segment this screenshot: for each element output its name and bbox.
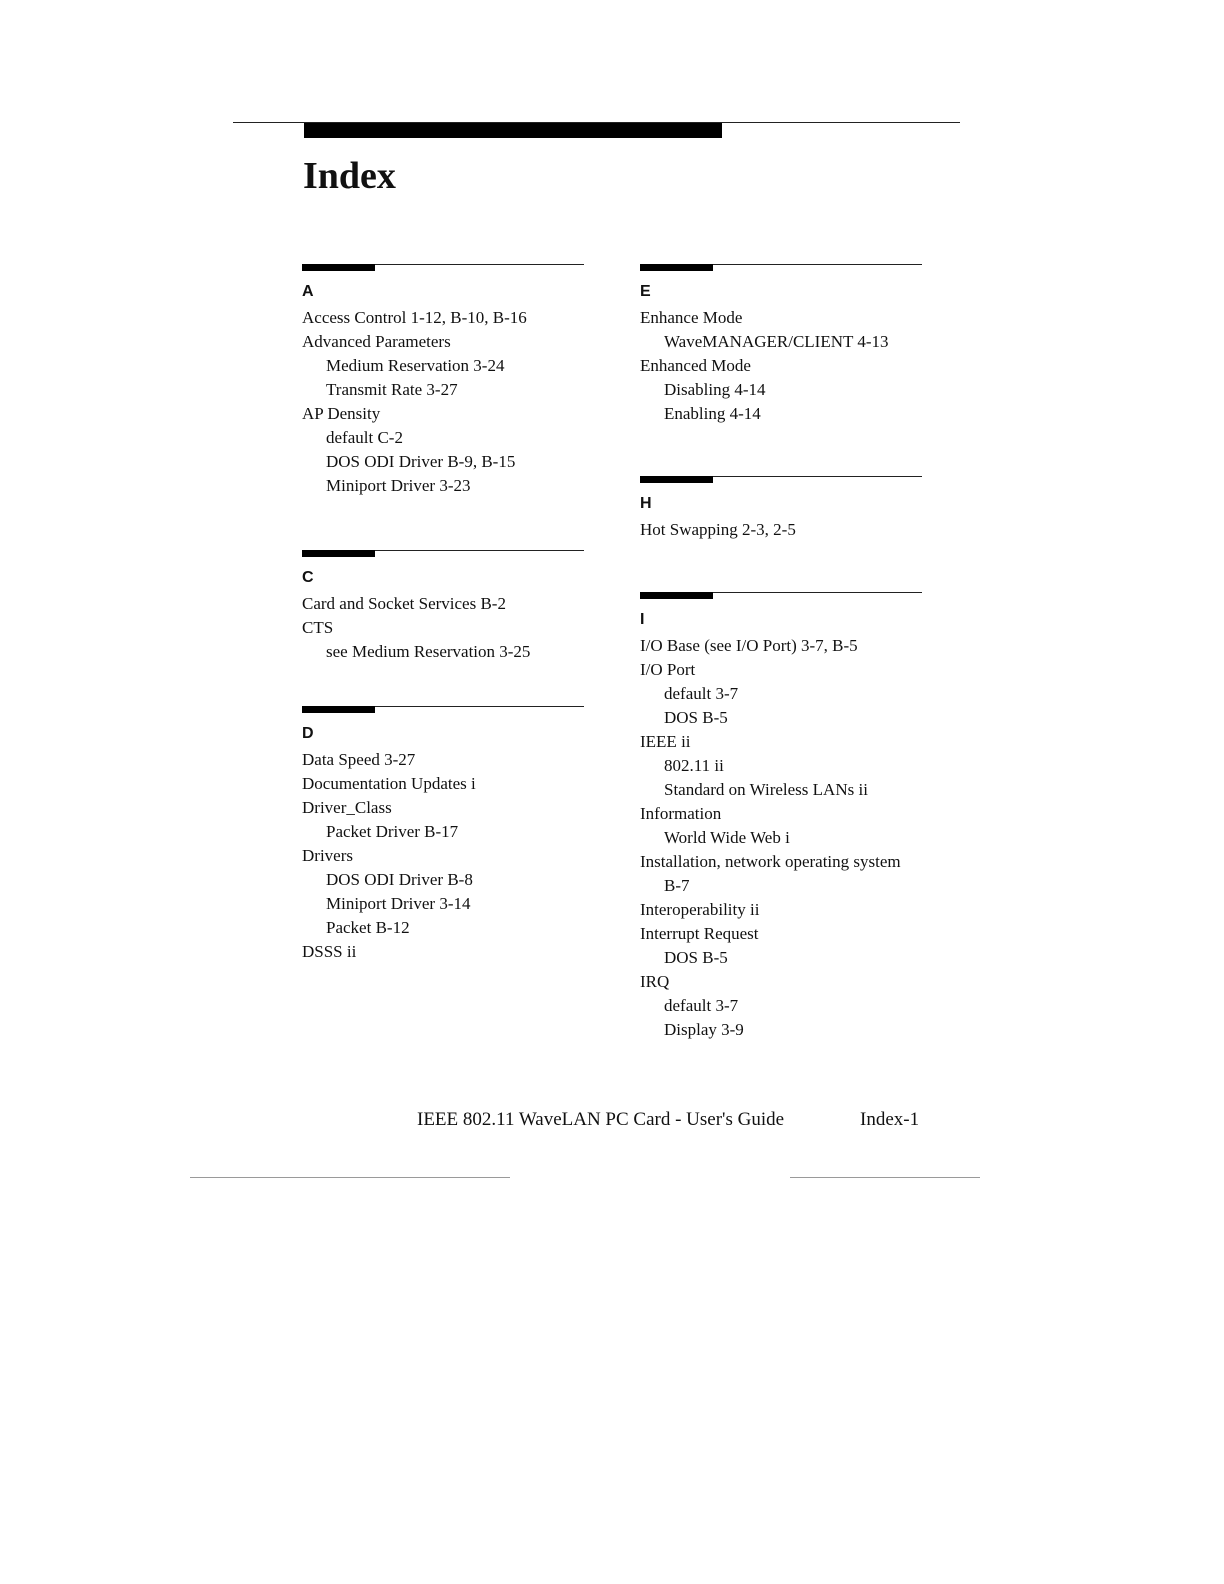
index-entry: Interrupt Request bbox=[640, 924, 759, 943]
index-subentry: Miniport Driver 3-14 bbox=[326, 894, 471, 913]
index-section-d bbox=[302, 702, 592, 964]
index-section-i bbox=[640, 588, 930, 1042]
header-bar bbox=[304, 123, 722, 138]
index-entry: Card and Socket Services B-2 bbox=[302, 594, 506, 613]
index-column-left bbox=[302, 260, 592, 964]
index-subentry: Disabling 4-14 bbox=[664, 380, 766, 399]
section-letter: A bbox=[302, 283, 314, 300]
index-subentry: default 3-7 bbox=[664, 996, 739, 1015]
index-subentry: Packet B-12 bbox=[326, 918, 410, 937]
footer-page-number: Index-1 bbox=[860, 1109, 920, 1130]
section-divider bbox=[640, 588, 922, 600]
index-entry: Installation, network operating system bbox=[640, 852, 901, 871]
index-subentry: Display 3-9 bbox=[664, 1020, 744, 1039]
index-entry: AP Density bbox=[302, 404, 381, 423]
page-title: Index bbox=[303, 155, 396, 197]
index-subentry: WaveMANAGER/CLIENT 4-13 bbox=[664, 332, 889, 351]
index-column-right bbox=[640, 260, 930, 1042]
index-section-h bbox=[640, 472, 930, 542]
index-subentry: Transmit Rate 3-27 bbox=[326, 380, 458, 399]
index-subentry: Packet Driver B-17 bbox=[326, 822, 459, 841]
section-letter: D bbox=[302, 725, 314, 742]
section-divider bbox=[302, 546, 584, 558]
index-entry: Driver_Class bbox=[302, 798, 392, 817]
index-subentry: World Wide Web i bbox=[664, 828, 790, 847]
section-divider bbox=[640, 260, 922, 272]
section-letter: E bbox=[640, 283, 651, 300]
index-section-c bbox=[302, 546, 592, 664]
index-entry: Data Speed 3-27 bbox=[302, 750, 416, 769]
index-subentry: DOS B-5 bbox=[664, 948, 728, 967]
index-subentry: default C-2 bbox=[326, 428, 403, 447]
index-subentry: DOS ODI Driver B-8 bbox=[326, 870, 473, 889]
section-divider bbox=[302, 702, 584, 714]
index-subentry: Medium Reservation 3-24 bbox=[326, 356, 505, 375]
index-entry: IRQ bbox=[640, 972, 670, 991]
index-subentry: Standard on Wireless LANs ii bbox=[664, 780, 868, 799]
scan-artifact-line bbox=[190, 1177, 510, 1178]
index-entry: DSSS ii bbox=[302, 942, 357, 961]
index-entry: Enhance Mode bbox=[640, 308, 743, 327]
section-divider bbox=[640, 472, 922, 484]
index-entry: I/O Base (see I/O Port) 3-7, B-5 bbox=[640, 636, 858, 655]
index-entry: Advanced Parameters bbox=[302, 332, 451, 351]
index-subentry: DOS ODI Driver B-9, B-15 bbox=[326, 452, 516, 471]
section-divider bbox=[302, 260, 584, 272]
index-subentry: 802.11 ii bbox=[664, 756, 724, 775]
scan-artifact-line bbox=[790, 1177, 980, 1178]
index-entry: Drivers bbox=[302, 846, 353, 865]
index-entry: Information bbox=[640, 804, 722, 823]
index-entry: Interoperability ii bbox=[640, 900, 760, 919]
index-section-e bbox=[640, 260, 930, 426]
index-subentry: DOS B-5 bbox=[664, 708, 728, 727]
section-letter: I bbox=[640, 611, 645, 628]
index-subentry: default 3-7 bbox=[664, 684, 739, 703]
index-entry: Enhanced Mode bbox=[640, 356, 751, 375]
index-subentry: B-7 bbox=[664, 876, 690, 895]
index-entry: IEEE ii bbox=[640, 732, 691, 751]
index-section-a bbox=[302, 260, 592, 498]
index-entry: I/O Port bbox=[640, 660, 696, 679]
index-entry: CTS bbox=[302, 618, 334, 637]
section-letter: H bbox=[640, 495, 652, 512]
index-subentry: Enabling 4-14 bbox=[664, 404, 761, 423]
index-entry: Access Control 1-12, B-10, B-16 bbox=[302, 308, 527, 327]
index-entry: Hot Swapping 2-3, 2-5 bbox=[640, 520, 796, 539]
index-subentry: Miniport Driver 3-23 bbox=[326, 476, 471, 495]
footer-guide-title: IEEE 802.11 WaveLAN PC Card - User's Guide bbox=[417, 1109, 785, 1130]
index-entry: Documentation Updates i bbox=[302, 774, 476, 793]
index-subentry: see Medium Reservation 3-25 bbox=[326, 642, 531, 661]
section-letter: C bbox=[302, 569, 314, 586]
